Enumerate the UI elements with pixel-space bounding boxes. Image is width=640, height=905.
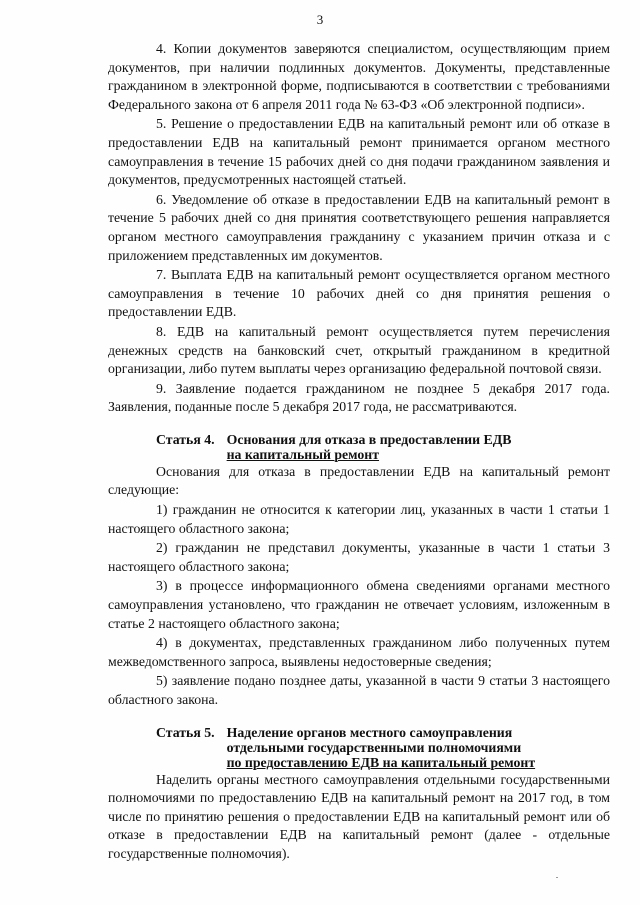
document-body bbox=[108, 40, 610, 864]
article-4 bbox=[108, 432, 610, 710]
page-number: 3 bbox=[316, 12, 324, 27]
article-5-text: Наделить органы местного самоуправления отдельными государственными полномочиями по предоставлению ЕДВ на капитальный ремонт на 2017 год, в том числе по принятию решения о предоставлении ЕДВ на капитальный ремонт или об отказе в предоставлении ЕДВ на капитальный ремонт (далее - отдельные государственные полномочия). bbox=[108, 771, 610, 861]
article-title-line: на капитальный ремонт bbox=[226, 446, 380, 462]
paragraph-4: 4. Копии документов заверяются специалистом, осуществляющим прием документов, при наличии подлинных документов. Документы, представленные гражданином в электронной форме, подписываются в соответствии с требованиями Федерального закона от 6 апреля 2011 года № 63-ФЗ «Об электронной подписи». bbox=[108, 41, 610, 112]
paragraph-6: 6. Уведомление об отказе в предоставлении ЕДВ на капитальный ремонт в течение 5 рабочих дней со дня принятия соответствующего решения направляется органом местного самоуправления гражданину с указанием причин отказа и с приложением представленных им документов. bbox=[108, 191, 610, 263]
article-5 bbox=[108, 725, 610, 864]
article-number: Статья 5. bbox=[156, 724, 215, 740]
article-title-line: отдельными государственными полномочиями bbox=[226, 739, 522, 755]
article-title-line: Наделение органов местного самоуправления bbox=[226, 724, 513, 740]
paragraph-7: 7. Выплата ЕДВ на капитальный ремонт осуществляется органом местного самоуправления в течение 10 рабочих дней со дня принятия решения о предоставлении ЕДВ. bbox=[108, 267, 610, 320]
article-title bbox=[227, 725, 610, 770]
article-heading bbox=[108, 432, 610, 462]
article-title-line: Основания для отказа в предоставлении ЕДВ bbox=[226, 431, 512, 447]
article-4-item-1: 1) гражданин не относится к категории лиц, указанных в части 1 статьи 1 настоящего областного закона; bbox=[108, 502, 610, 536]
paragraph-5: 5. Решение о предоставлении ЕДВ на капитальный ремонт или об отказе в предоставлении ЕДВ на капитальный ремонт принимается органом местного самоуправления в течение 15 рабочих дней со дня подачи гражданином заявления и документов, предусмотренных настоящей статьей. bbox=[108, 116, 610, 188]
paragraph-9: 9. Заявление подается гражданином не позднее 5 декабря 2017 года. Заявления, поданные после 5 декабря 2017 года, не рассматриваются. bbox=[108, 380, 610, 415]
article-number: Статья 4. bbox=[156, 431, 215, 447]
article-4-item-5: 5) заявление подано позднее даты, указанной в части 9 статьи 3 настоящего областного закона. bbox=[108, 673, 610, 707]
scan-speck bbox=[556, 877, 558, 878]
article-4-item-4: 4) в документах, представленных гражданином либо полученных путем межведомственного запроса, выявлены недостоверные сведения; bbox=[108, 635, 610, 669]
article-heading bbox=[108, 725, 610, 770]
article-title-line: по предоставлению ЕДВ на капитальный ремонт bbox=[226, 754, 536, 770]
article-4-item-3: 3) в процессе информационного обмена сведениями органами местного самоуправления установлено, что гражданин не отвечает условиям, изложенным в статье 2 настоящего областного закона; bbox=[108, 578, 610, 631]
article-4-item-2: 2) гражданин не представил документы, указанные в части 1 статьи 3 настоящего областного закона; bbox=[108, 540, 610, 574]
article-4-intro: Основания для отказа в предоставлении ЕДВ на капитальный ремонт следующие: bbox=[108, 463, 610, 498]
article-title bbox=[227, 432, 610, 462]
paragraph-8: 8. ЕДВ на капитальный ремонт осуществляется путем перечисления денежных средств на банковский счет, открытый гражданином в кредитной организации, либо путем выплаты через организацию федеральной почтовой связи. bbox=[108, 323, 610, 377]
